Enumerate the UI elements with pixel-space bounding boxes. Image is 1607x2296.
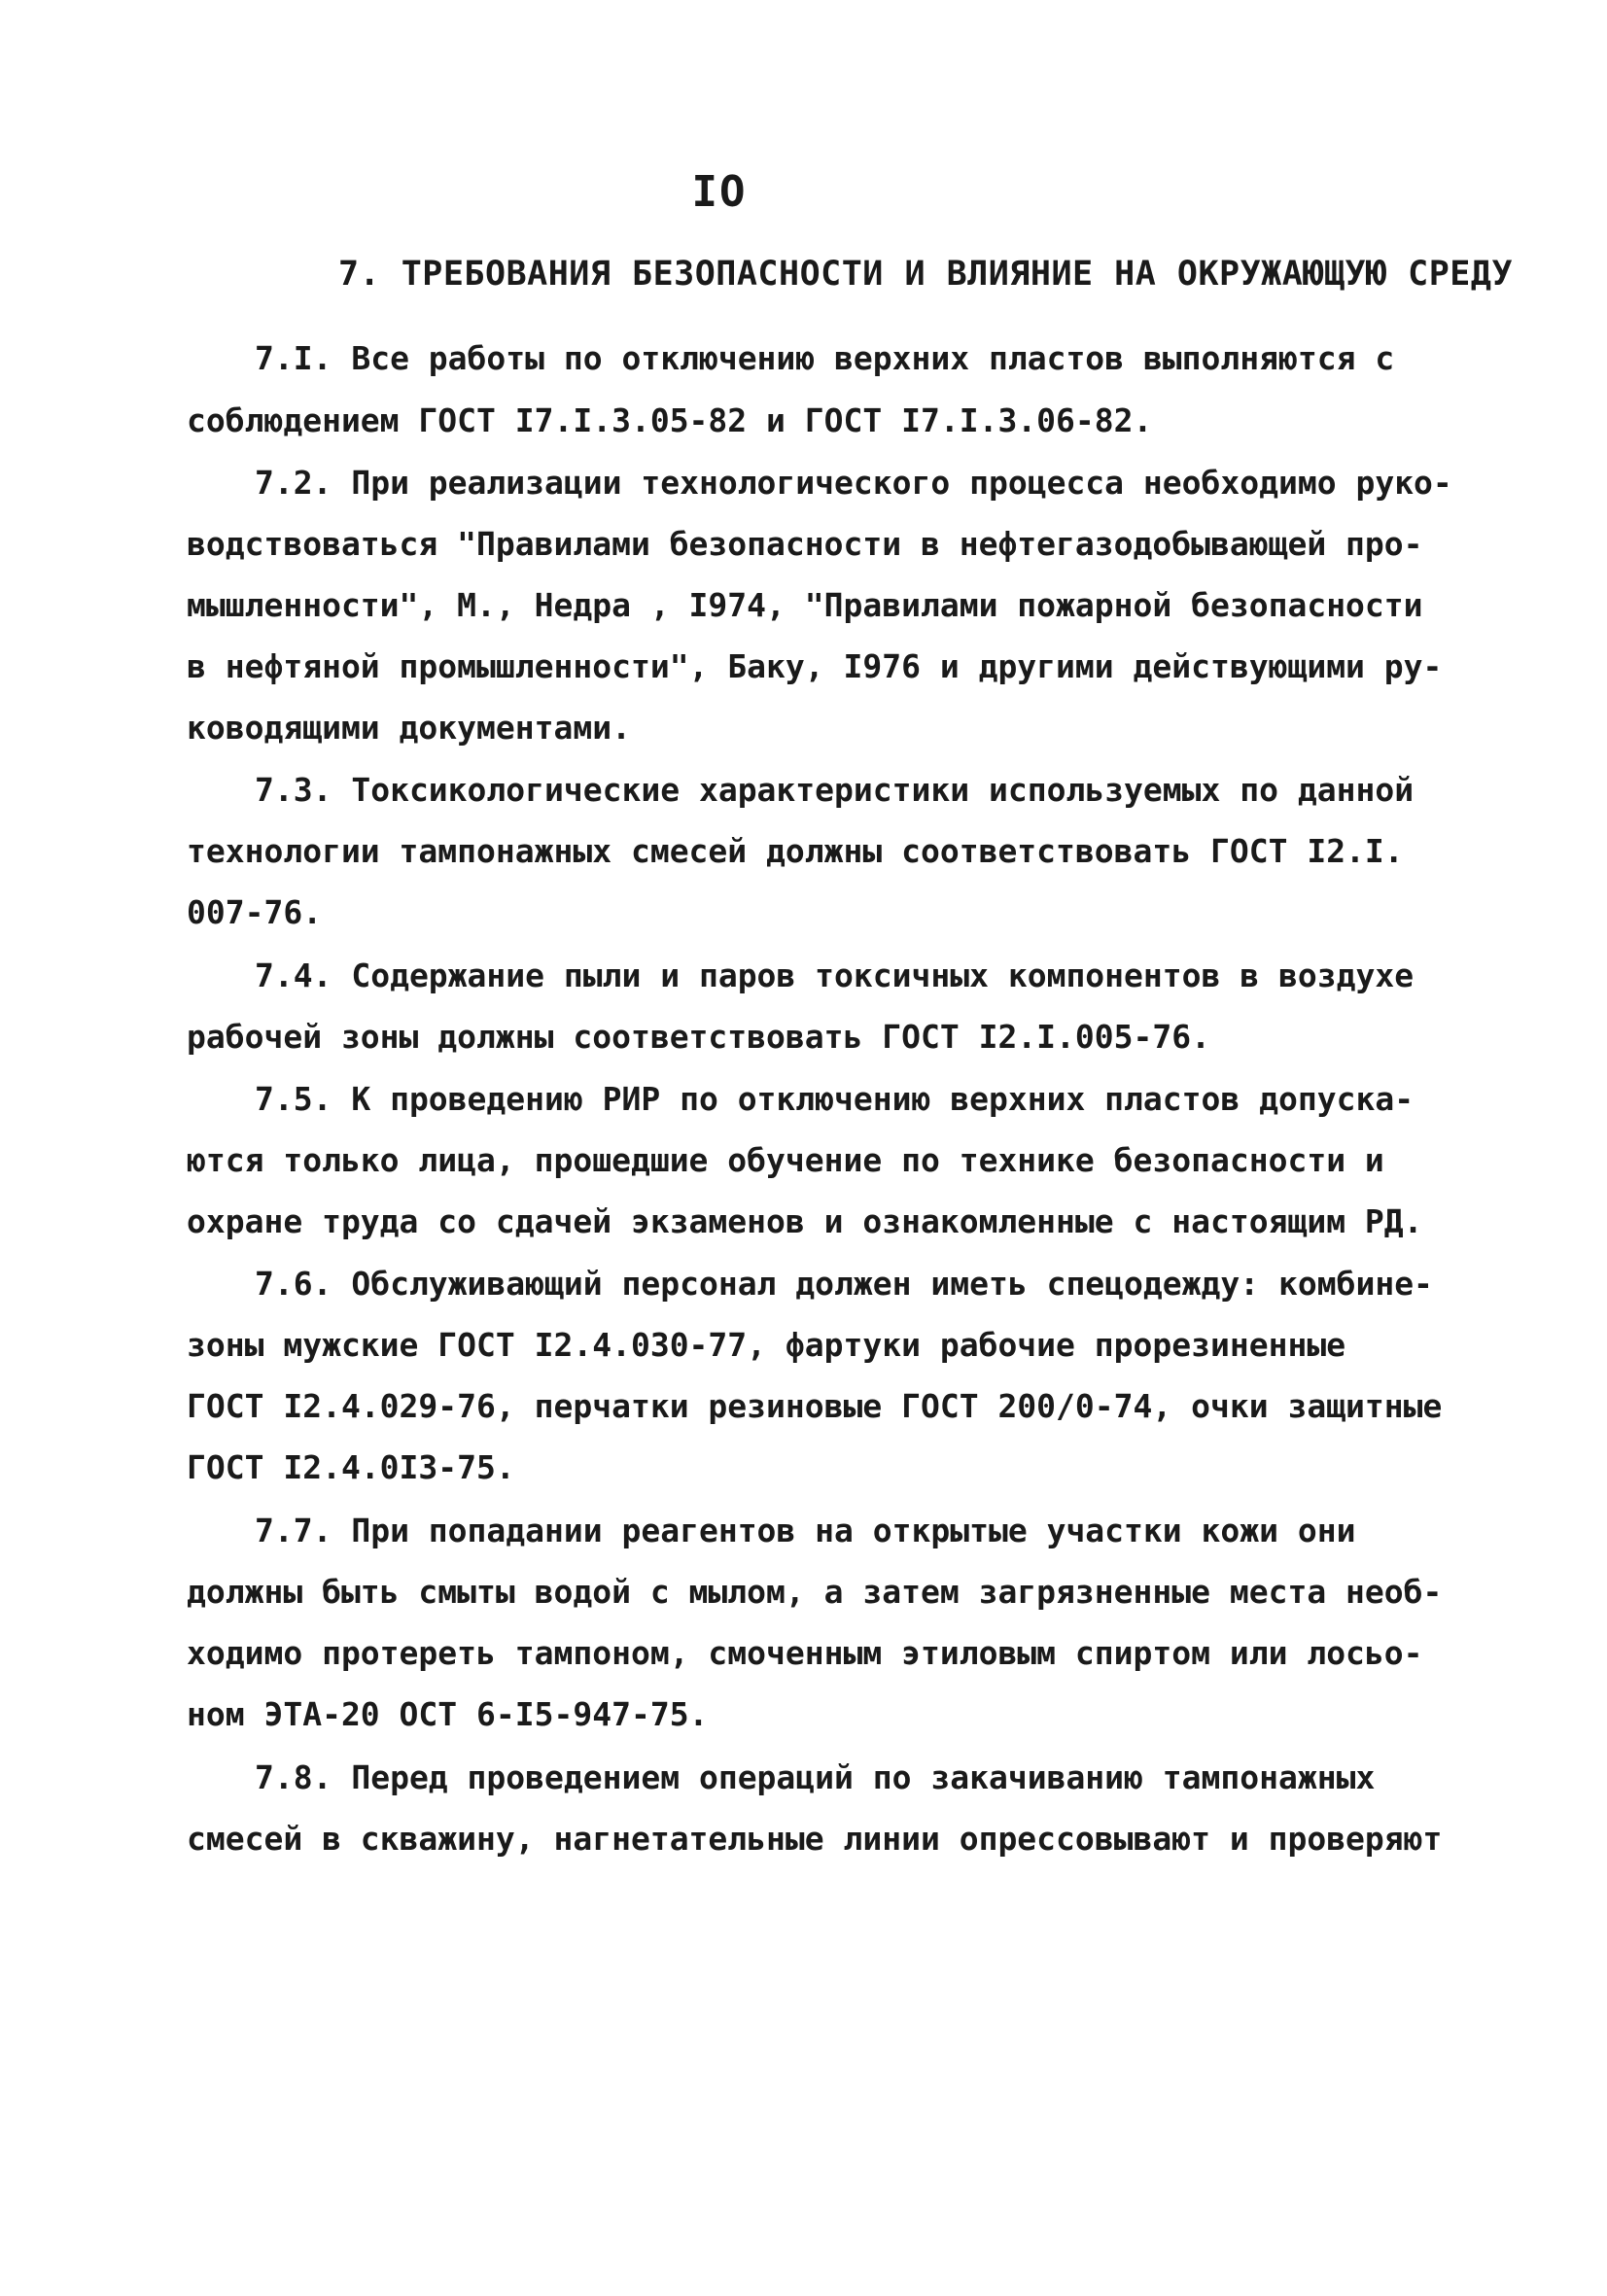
text-line: охране труда со сдачей экзаменов и ознакомленные с настоящим РД. — [187, 1202, 1423, 1240]
text-line: 7.7. При попадании реагентов на открытые участки кожи они — [255, 1512, 1356, 1549]
text-line: в нефтяной промышленности", Баку, I976 и другими действующими ру- — [187, 647, 1443, 685]
text-line: 7.I. Все работы по отключению верхних пластов выполняются с — [255, 339, 1395, 377]
text-line: 7.3. Токсикологические характеристики используемых по данной — [255, 771, 1415, 809]
text-line: ются только лица, прошедшие обучение по технике безопасности и — [187, 1141, 1384, 1179]
text-line: смесей в скважину, нагнетательные линии опрессовывают и проверяют — [187, 1820, 1443, 1858]
text-line: ГОСТ I2.4.029-76, перчатки резиновые ГОСТ 200/0-74, очки защитные — [187, 1387, 1443, 1425]
text-line: 7.8. Перед проведением операций по закачиванию тампонажных — [255, 1758, 1376, 1796]
section-heading: 7. ТРЕБОВАНИЯ БЕЗОПАСНОСТИ И ВЛИЯНИЕ НА ОКРУЖАЮЩУЮ СРЕДУ — [338, 255, 1514, 294]
text-line: 7.6. Обслуживающий персонал должен иметь спецодежду: комбине- — [255, 1265, 1433, 1303]
text-line: ГОСТ I2.4.0I3-75. — [187, 1448, 515, 1486]
text-line: зоны мужские ГОСТ I2.4.030-77, фартуки рабочие прорезиненные — [187, 1326, 1346, 1364]
text-line: ководящими документами. — [187, 709, 631, 747]
text-line: соблюдением ГОСТ I7.I.3.05-82 и ГОСТ I7.I.3.06-82. — [187, 401, 1153, 439]
text-line: ном ЭТА-20 ОСТ 6-I5-947-75. — [187, 1695, 709, 1733]
text-line: 7.5. К проведению РИР по отключению верхних пластов допуска- — [255, 1080, 1415, 1118]
text-line: должны быть смыты водой с мылом, а затем загрязненные места необ- — [187, 1573, 1443, 1611]
text-line: технологии тампонажных смесей должны соответствовать ГОСТ I2.I. — [187, 832, 1404, 870]
page-number: IO — [691, 167, 748, 217]
text-line: мышленности", М., Недра , I974, "Правилами пожарной безопасности — [187, 586, 1423, 624]
text-line: 007-76. — [187, 893, 323, 931]
text-line: водствоваться "Правилами безопасности в нефтегазодобывающей про- — [187, 525, 1423, 563]
text-line: рабочей зоны должны соответствовать ГОСТ I2.I.005-76. — [187, 1018, 1210, 1056]
text-line: 7.2. При реализации технологического процесса необходимо руко- — [255, 464, 1452, 502]
text-line: 7.4. Содержание пыли и паров токсичных компонентов в воздухе — [255, 957, 1415, 994]
text-line: ходимо протереть тампоном, смоченным этиловым спиртом или лосьо- — [187, 1634, 1423, 1672]
